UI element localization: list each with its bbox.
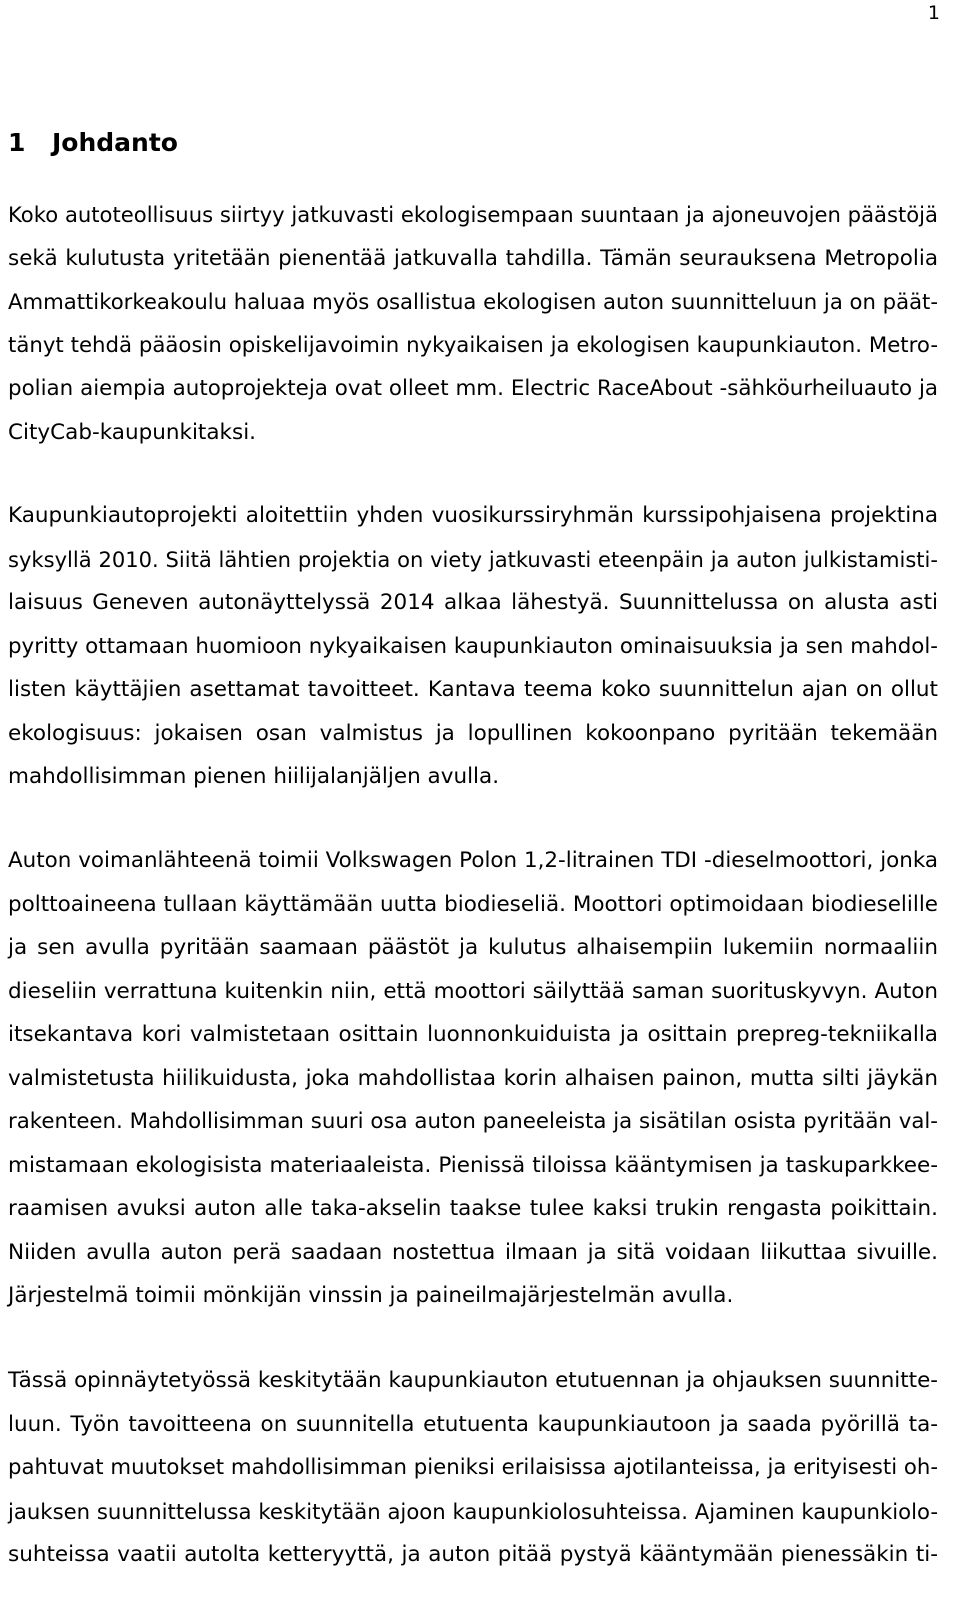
paragraph-project-history <box>8 494 938 799</box>
text-line: Järjestelmä toimii mönkijän vinssin ja paineilmajärjestelmän avulla. <box>8 1283 734 1308</box>
paragraph-introduction <box>8 193 938 454</box>
text-line: Auton voimanlähteenä toimii Volkswagen Polon 1,2-litrainen TDI -dieselmoottori, jonka <box>8 848 938 873</box>
text-line: pahtuvat muutokset mahdollisimman pieniksi erilaisissa ajotilanteissa, ja erityisesti oh- <box>8 1455 938 1480</box>
text-line: Ammattikorkeakoulu haluaa myös osallistua ekologisen auton suunnitteluun ja on päät- <box>8 289 938 314</box>
chapter-number: 1 <box>8 128 26 157</box>
text-line: CityCab-kaupunkitaksi. <box>8 419 256 445</box>
text-line: polian aiempia autoprojekteja ovat olleet mm. Electric RaceAbout -sähköurheiluauto ja <box>8 376 938 401</box>
text-line: raamisen avuksi auton alle taka-akselin taakse tulee kaksi trukin rengasta poikittain. <box>8 1196 938 1221</box>
text-line: sekä kulutusta yritetään pienentää jatkuvalla tahdilla. Tämän seurauksena Metropolia <box>8 245 938 271</box>
chapter-title: Johdanto <box>52 128 178 157</box>
text-line: laisuus Geneven autonäyttelyssä 2014 alkaa lähestyä. Suunnittelussa on alusta asti <box>8 590 938 615</box>
paragraph-thesis-scope <box>8 1359 938 1577</box>
text-line: dieseliin verrattuna kuitenkin niin, että moottori säilyttää saman suorituskyvyn. Auton <box>8 978 938 1004</box>
text-line: syksyllä 2010. Siitä lähtien projektia on viety jatkuvasti eteenpäin ja auton julkistamisti- <box>8 546 938 572</box>
text-line: polttoaineena tullaan käyttämään uutta biodieseliä. Moottori optimoidaan biodieselille <box>8 891 938 917</box>
text-line: mistamaan ekologisista materiaaleista. Pienissä tiloissa kääntymisen ja taskuparkkee- <box>8 1152 938 1178</box>
text-line: listen käyttäjien asettamat tavoitteet. Kantava teema koko suunnittelun ajan on ollut <box>8 677 938 702</box>
text-line: pyritty ottamaan huomioon nykyaikaisen kaupunkiauton ominaisuuksia ja sen mahdol- <box>8 633 938 659</box>
text-line: ekologisuus: jokaisen osan valmistus ja lopullinen kokoonpano pyritään tekemään <box>8 720 938 746</box>
text-line: Tässä opinnäytetyössä keskitytään kaupunkiauton etutuennan ja ohjauksen suunnitte- <box>8 1368 938 1393</box>
text-line: valmistetusta hiilikuidusta, joka mahdollistaa korin alhaisen painon, mutta silti jäykän <box>8 1065 938 1091</box>
paragraph-powertrain <box>8 839 938 1318</box>
text-line: luun. Työn tavoitteena on suunnitella etutuenta kaupunkiautoon ja saada pyörillä ta- <box>8 1411 938 1437</box>
text-line: Niiden avulla auton perä saadaan nostettua ilmaan ja sitä voidaan liikuttaa sivuille. <box>8 1239 938 1265</box>
text-line: suhteissa vaatii autolta ketteryyttä, ja auton pitää pystyä kääntymään pienessäkin ti- <box>8 1542 938 1567</box>
text-line: Kaupunkiautoprojekti aloitettiin yhden vuosikurssiryhmän kurssipohjaisena projektina <box>8 503 938 528</box>
text-line: rakenteen. Mahdollisimman suuri osa auton paneeleista ja sisätilan osista pyritään val- <box>8 1109 938 1134</box>
text-line: Koko autoteollisuus siirtyy jatkuvasti ekologisempaan suuntaan ja ajoneuvojen päästöjä <box>8 202 938 227</box>
page-number: 1 <box>927 2 940 24</box>
text-line: mahdollisimman pienen hiilijalanjäljen avulla. <box>8 764 500 789</box>
chapter-heading <box>8 130 178 155</box>
text-line: itsekantava kori valmistetaan osittain luonnonkuiduista ja osittain prepreg-tekniikalla <box>8 1022 938 1047</box>
text-line: jauksen suunnittelussa keskitytään ajoon kaupunkiolosuhteissa. Ajaminen kaupunkiolo- <box>8 1498 938 1524</box>
text-line: ja sen avulla pyritään saamaan päästöt ja kulutus alhaisempiin lukemiin normaaliin <box>8 935 938 960</box>
text-line: tänyt tehdä pääosin opiskelijavoimin nykyaikaisen ja ekologisen kaupunkiauton. Metro- <box>8 332 938 358</box>
